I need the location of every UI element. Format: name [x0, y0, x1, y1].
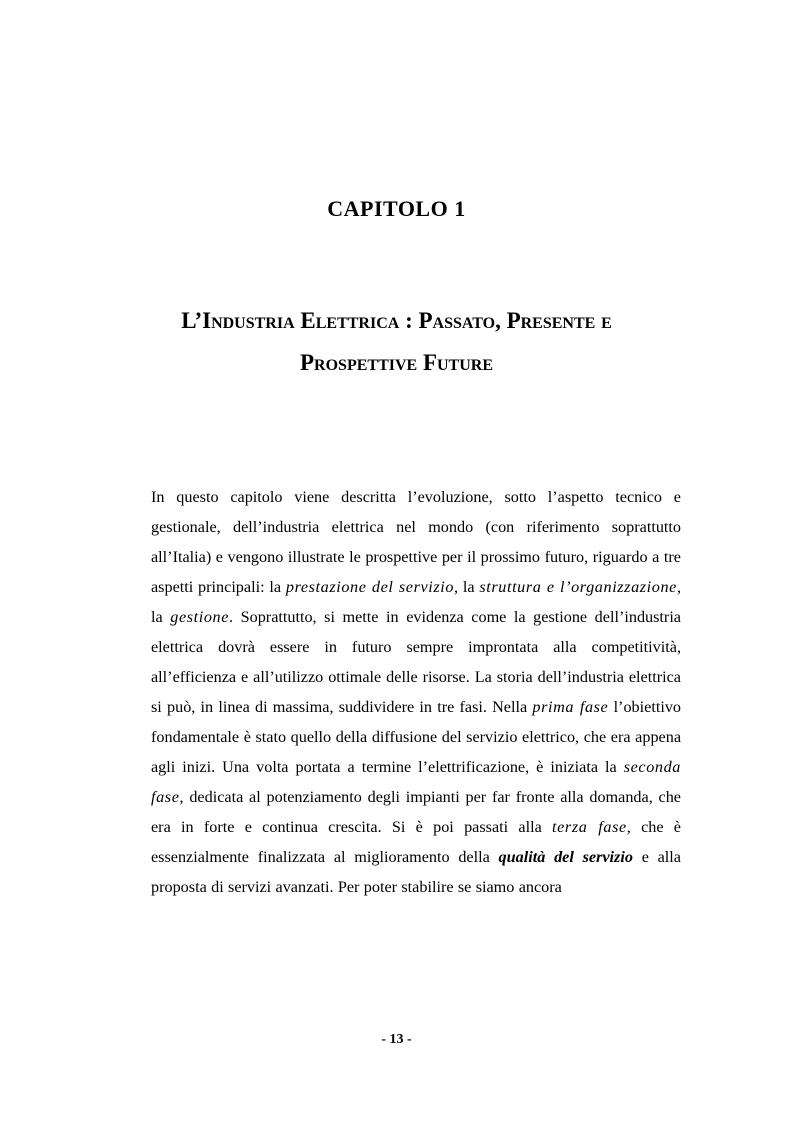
italic-term-seconda-fase: seconda fase: [151, 758, 681, 806]
chapter-title: [0, 300, 793, 384]
page-number: - 13 -: [381, 1032, 412, 1047]
text-run: In questo capitolo viene descritta l’evoluzione, sotto l’aspetto tecnico e gestionale, dell’industria elettrica nel mondo (con riferimento soprattutto all’Italia) e vengono illustrate le prospettive per il prossimo futuro, riguardo a tre aspetti principali: la: [151, 488, 681, 596]
chapter-number-heading: CAPITOLO 1: [327, 196, 466, 221]
text-run: , la: [454, 578, 480, 596]
italic-term-gestione: gestione: [170, 608, 229, 626]
bold-italic-term-qualita: qualità del servizio: [498, 848, 633, 866]
text-run: l’obiettivo fondamentale è stato quello della diffusione del servizio elettrico, che era appena agli inizi. Una volta portata a termine l’elettrificazione, è iniziata la: [151, 698, 682, 776]
text-run: , la: [151, 578, 681, 626]
italic-term-prima-fase: prima fase: [532, 698, 609, 716]
text-run: , dedicata al potenziamento degli impianti per far fronte alla domanda, che era in forte e continua crescita. Si è poi passati alla: [151, 788, 681, 836]
italic-term-prestazione: prestazione del servizio: [285, 578, 455, 596]
italic-term-struttura: struttura e l’organizzazione: [479, 578, 677, 596]
body-paragraph: [151, 482, 681, 902]
text-run: e alla proposta di servizi avanzati. Per poter stabilire se siamo ancora: [151, 848, 681, 896]
italic-term-terza-fase: terza fase: [552, 818, 627, 836]
chapter-title-line-1: L’Industria Elettrica : Passato, Presente e: [181, 308, 612, 333]
text-run: , che è essenzialmente finalizzata al miglioramento della: [151, 818, 681, 866]
text-run: . Soprattutto, si mette in evidenza come la gestione dell’industria elettrica dovrà essere in futuro sempre improntata alla competitività, all’efficienza e all’utilizzo ottimale delle risorse. La storia dell’industria elettrica si può, in linea di massima, suddividere in tre fasi. Nella: [151, 608, 681, 716]
chapter-title-line-2: Prospettive Future: [300, 350, 493, 375]
